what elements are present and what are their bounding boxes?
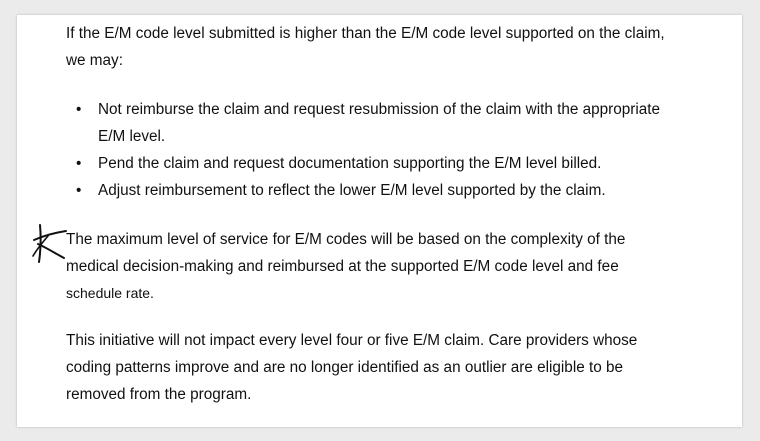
list-item-line-1: Adjust reimbursement to reflect the lower E/M level supported by the claim. <box>98 182 606 199</box>
max-level-line-2: medical decision-making and reimbursed at the supported E/M code level and fee <box>66 258 619 275</box>
initiative-line-1: This initiative will not impact every level four or five E/M claim. Care providers whose <box>66 332 638 349</box>
intro-paragraph <box>66 20 706 74</box>
list-item-line-1: Pend the claim and request documentation supporting the E/M level billed. <box>98 155 602 172</box>
max-level-paragraph <box>66 226 706 307</box>
bullet-icon: • <box>76 101 82 118</box>
initiative-line-2: coding patterns improve and are no longer identified as an outlier are eligible to be <box>66 359 623 376</box>
list-item-line-1: Not reimburse the claim and request resubmission of the claim with the appropriate <box>98 101 661 118</box>
intro-line-2: we may: <box>66 52 123 69</box>
max-level-line-3: schedule rate. <box>66 285 154 301</box>
document-page <box>17 15 742 427</box>
list-item <box>66 150 706 177</box>
max-level-line-1: The maximum level of service for E/M codes will be based on the complexity of the <box>66 231 626 248</box>
list-item-line-2: E/M level. <box>98 128 166 145</box>
bullet-icon: • <box>76 182 82 199</box>
list-item <box>66 96 706 150</box>
initiative-line-3: removed from the program. <box>66 386 252 403</box>
initiative-paragraph <box>66 327 706 408</box>
bullet-icon: • <box>76 155 82 172</box>
intro-line-1: If the E/M code level submitted is higher than the E/M code level supported on the claim, <box>66 25 665 42</box>
action-bullet-list <box>66 96 706 204</box>
handwritten-asterisk-icon <box>31 222 71 266</box>
list-item <box>66 177 706 204</box>
